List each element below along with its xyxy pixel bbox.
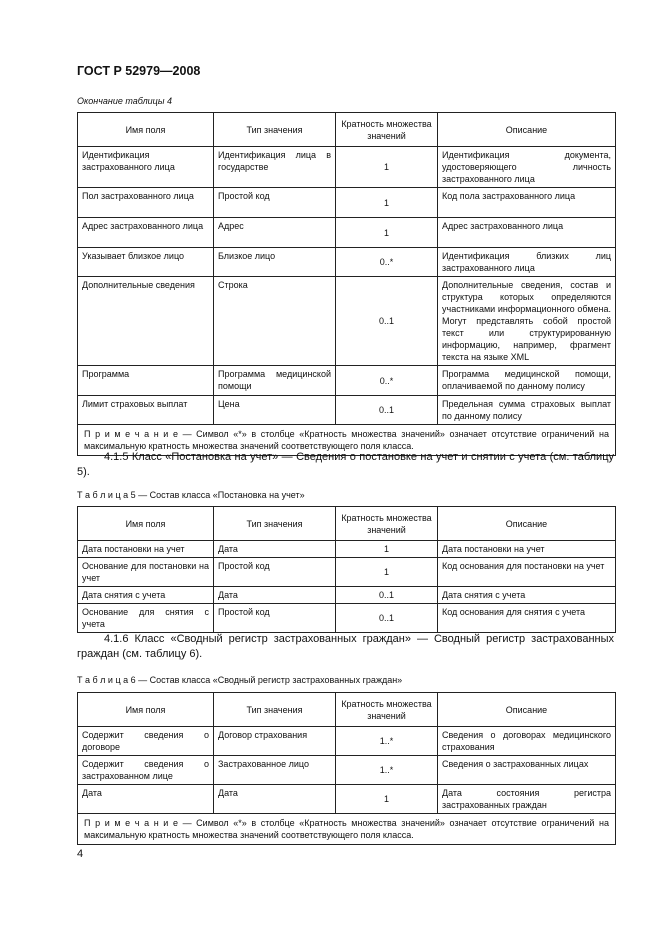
table-cell: 1: [336, 558, 438, 587]
table-cell: 1: [336, 218, 438, 248]
table-cell: Цена: [214, 396, 336, 425]
table-cell: 0..1: [336, 604, 438, 633]
table-cell: Строка: [214, 277, 336, 366]
table5-header: Описание: [438, 507, 616, 541]
document-standard-title: ГОСТ Р 52979—2008: [77, 64, 201, 78]
table-row: [78, 756, 616, 785]
paragraph-4-1-6: [77, 632, 614, 662]
table-cell: Сведения о застрахованных лицах: [438, 756, 616, 785]
table-row: [78, 188, 616, 218]
table-cell: 1..*: [336, 756, 438, 785]
table-row: [78, 366, 616, 396]
table-cell: Код основания для постановки на учет: [438, 558, 616, 587]
table-cell: Основание для снятия с учета: [78, 604, 214, 633]
table-row: [78, 147, 616, 188]
table-cell: Идентификация документа, удостоверяющего личность застрахованного лица: [438, 147, 616, 188]
table-cell: 1: [336, 147, 438, 188]
table5: [77, 506, 616, 633]
paragraph-4-1-5-text: 4.1.5 Класс «Постановка на учет» — Сведения о постановке на учет и снятии с учета (см. таблицу 5).: [77, 451, 614, 478]
table-cell: Основание для постановки на учет: [78, 558, 214, 587]
table-row: [78, 604, 616, 633]
table-row: [78, 727, 616, 756]
table-cell: 0..1: [336, 587, 438, 604]
page-number: 4: [77, 848, 84, 860]
table-cell: Программа медицинской помощи, оплачиваемой по данному полису: [438, 366, 616, 396]
table-row: [78, 396, 616, 425]
table-cell: Содержит сведения о застрахованном лице: [78, 756, 214, 785]
table-row: [78, 587, 616, 604]
table-cell: Дата снятия с учета: [78, 587, 214, 604]
table-cell: Адрес: [214, 218, 336, 248]
table-note-row: [78, 814, 616, 845]
table-cell: Идентификация застрахованного лица: [78, 147, 214, 188]
table6-header: Имя поля: [78, 693, 214, 727]
table-cell: 1: [336, 785, 438, 814]
table-cell: Дата постановки на учет: [78, 541, 214, 558]
table-cell: Дата: [214, 587, 336, 604]
table-cell: 1..*: [336, 727, 438, 756]
table-row: [78, 541, 616, 558]
table6-header: Тип значения: [214, 693, 336, 727]
table-cell: Дополнительные сведения, состав и структура которых определяются участниками информационного обмена. Могут представлять собой простой текст или структурированную информацию, например, фрагмент текста на языке XML: [438, 277, 616, 366]
table-cell: Дата: [214, 785, 336, 814]
table-row: [78, 248, 616, 277]
table5-header-row: [78, 507, 616, 541]
table-cell: Простой код: [214, 558, 336, 587]
table-cell: Сведения о договорах медицинского страхования: [438, 727, 616, 756]
paragraph-4-1-5: [77, 450, 614, 480]
table6-note: П р и м е ч а н и е — Символ «*» в столбце «Кратность множества значений» означает отсутствие ограничений на максимальную кратность множества значений соответствующего поля класса.: [78, 814, 616, 845]
table-cell: Простой код: [214, 604, 336, 633]
table-cell: Предельная сумма страховых выплат по данному полису: [438, 396, 616, 425]
table4-header: Описание: [438, 113, 616, 147]
table4-header: Имя поля: [78, 113, 214, 147]
table6: [77, 692, 616, 845]
table-cell: Простой код: [214, 188, 336, 218]
table-cell: Дополнительные сведения: [78, 277, 214, 366]
table-cell: Указывает близкое лицо: [78, 248, 214, 277]
table-row: [78, 785, 616, 814]
table-cell: 0..1: [336, 396, 438, 425]
table-row: [78, 277, 616, 366]
table-cell: Дата состояния регистра застрахованных граждан: [438, 785, 616, 814]
table-cell: Содержит сведения о договоре: [78, 727, 214, 756]
table6-header-row: [78, 693, 616, 727]
table-cell: Код пола застрахованного лица: [438, 188, 616, 218]
table-cell: Идентификация близких лиц застрахованного лица: [438, 248, 616, 277]
paragraph-4-1-6-text: 4.1.6 Класс «Сводный регистр застрахованных граждан» — Сводный регистр застрахованных граждан (см. таблицу 6).: [77, 633, 614, 660]
table4-header-row: [78, 113, 616, 147]
table-cell: 1: [336, 541, 438, 558]
table-cell: 1: [336, 188, 438, 218]
table-cell: Застрахованное лицо: [214, 756, 336, 785]
table5-caption: Т а б л и ц а 5 — Состав класса «Постановка на учет»: [77, 490, 305, 500]
table-cell: Адрес застрахованного лица: [78, 218, 214, 248]
table-cell: Договор страхования: [214, 727, 336, 756]
table4: [77, 112, 616, 456]
table-cell: Адрес застрахованного лица: [438, 218, 616, 248]
table-cell: Программа медицинской помощи: [214, 366, 336, 396]
table4-header: Кратность множества значений: [336, 113, 438, 147]
table-cell: Лимит страховых выплат: [78, 396, 214, 425]
table-cell: Идентификация лица в государстве: [214, 147, 336, 188]
table-cell: 0..*: [336, 248, 438, 277]
table4-header: Тип значения: [214, 113, 336, 147]
table-cell: Дата снятия с учета: [438, 587, 616, 604]
table-cell: Пол застрахованного лица: [78, 188, 214, 218]
table-cell: Программа: [78, 366, 214, 396]
table6-header: Описание: [438, 693, 616, 727]
table5-header: Кратность множества значений: [336, 507, 438, 541]
table-cell: Дата: [214, 541, 336, 558]
table-cell: Код основания для снятия с учета: [438, 604, 616, 633]
table-cell: Дата постановки на учет: [438, 541, 616, 558]
table-row: [78, 218, 616, 248]
table4-note: П р и м е ч а н и е — Символ «*» в столбце «Кратность множества значений» означает отсутствие ограничений на максимальную кратность множества значений соответствующего поля класса.: [78, 425, 616, 456]
table-row: [78, 558, 616, 587]
table-cell: Дата: [78, 785, 214, 814]
table6-header: Кратность множества значений: [336, 693, 438, 727]
table5-header: Тип значения: [214, 507, 336, 541]
table4-caption: Окончание таблицы 4: [77, 96, 172, 106]
table-cell: 0..*: [336, 366, 438, 396]
table6-caption: Т а б л и ц а 6 — Состав класса «Сводный регистр застрахованных граждан»: [77, 675, 403, 685]
table-cell: 0..1: [336, 277, 438, 366]
table-cell: Близкое лицо: [214, 248, 336, 277]
table5-header: Имя поля: [78, 507, 214, 541]
